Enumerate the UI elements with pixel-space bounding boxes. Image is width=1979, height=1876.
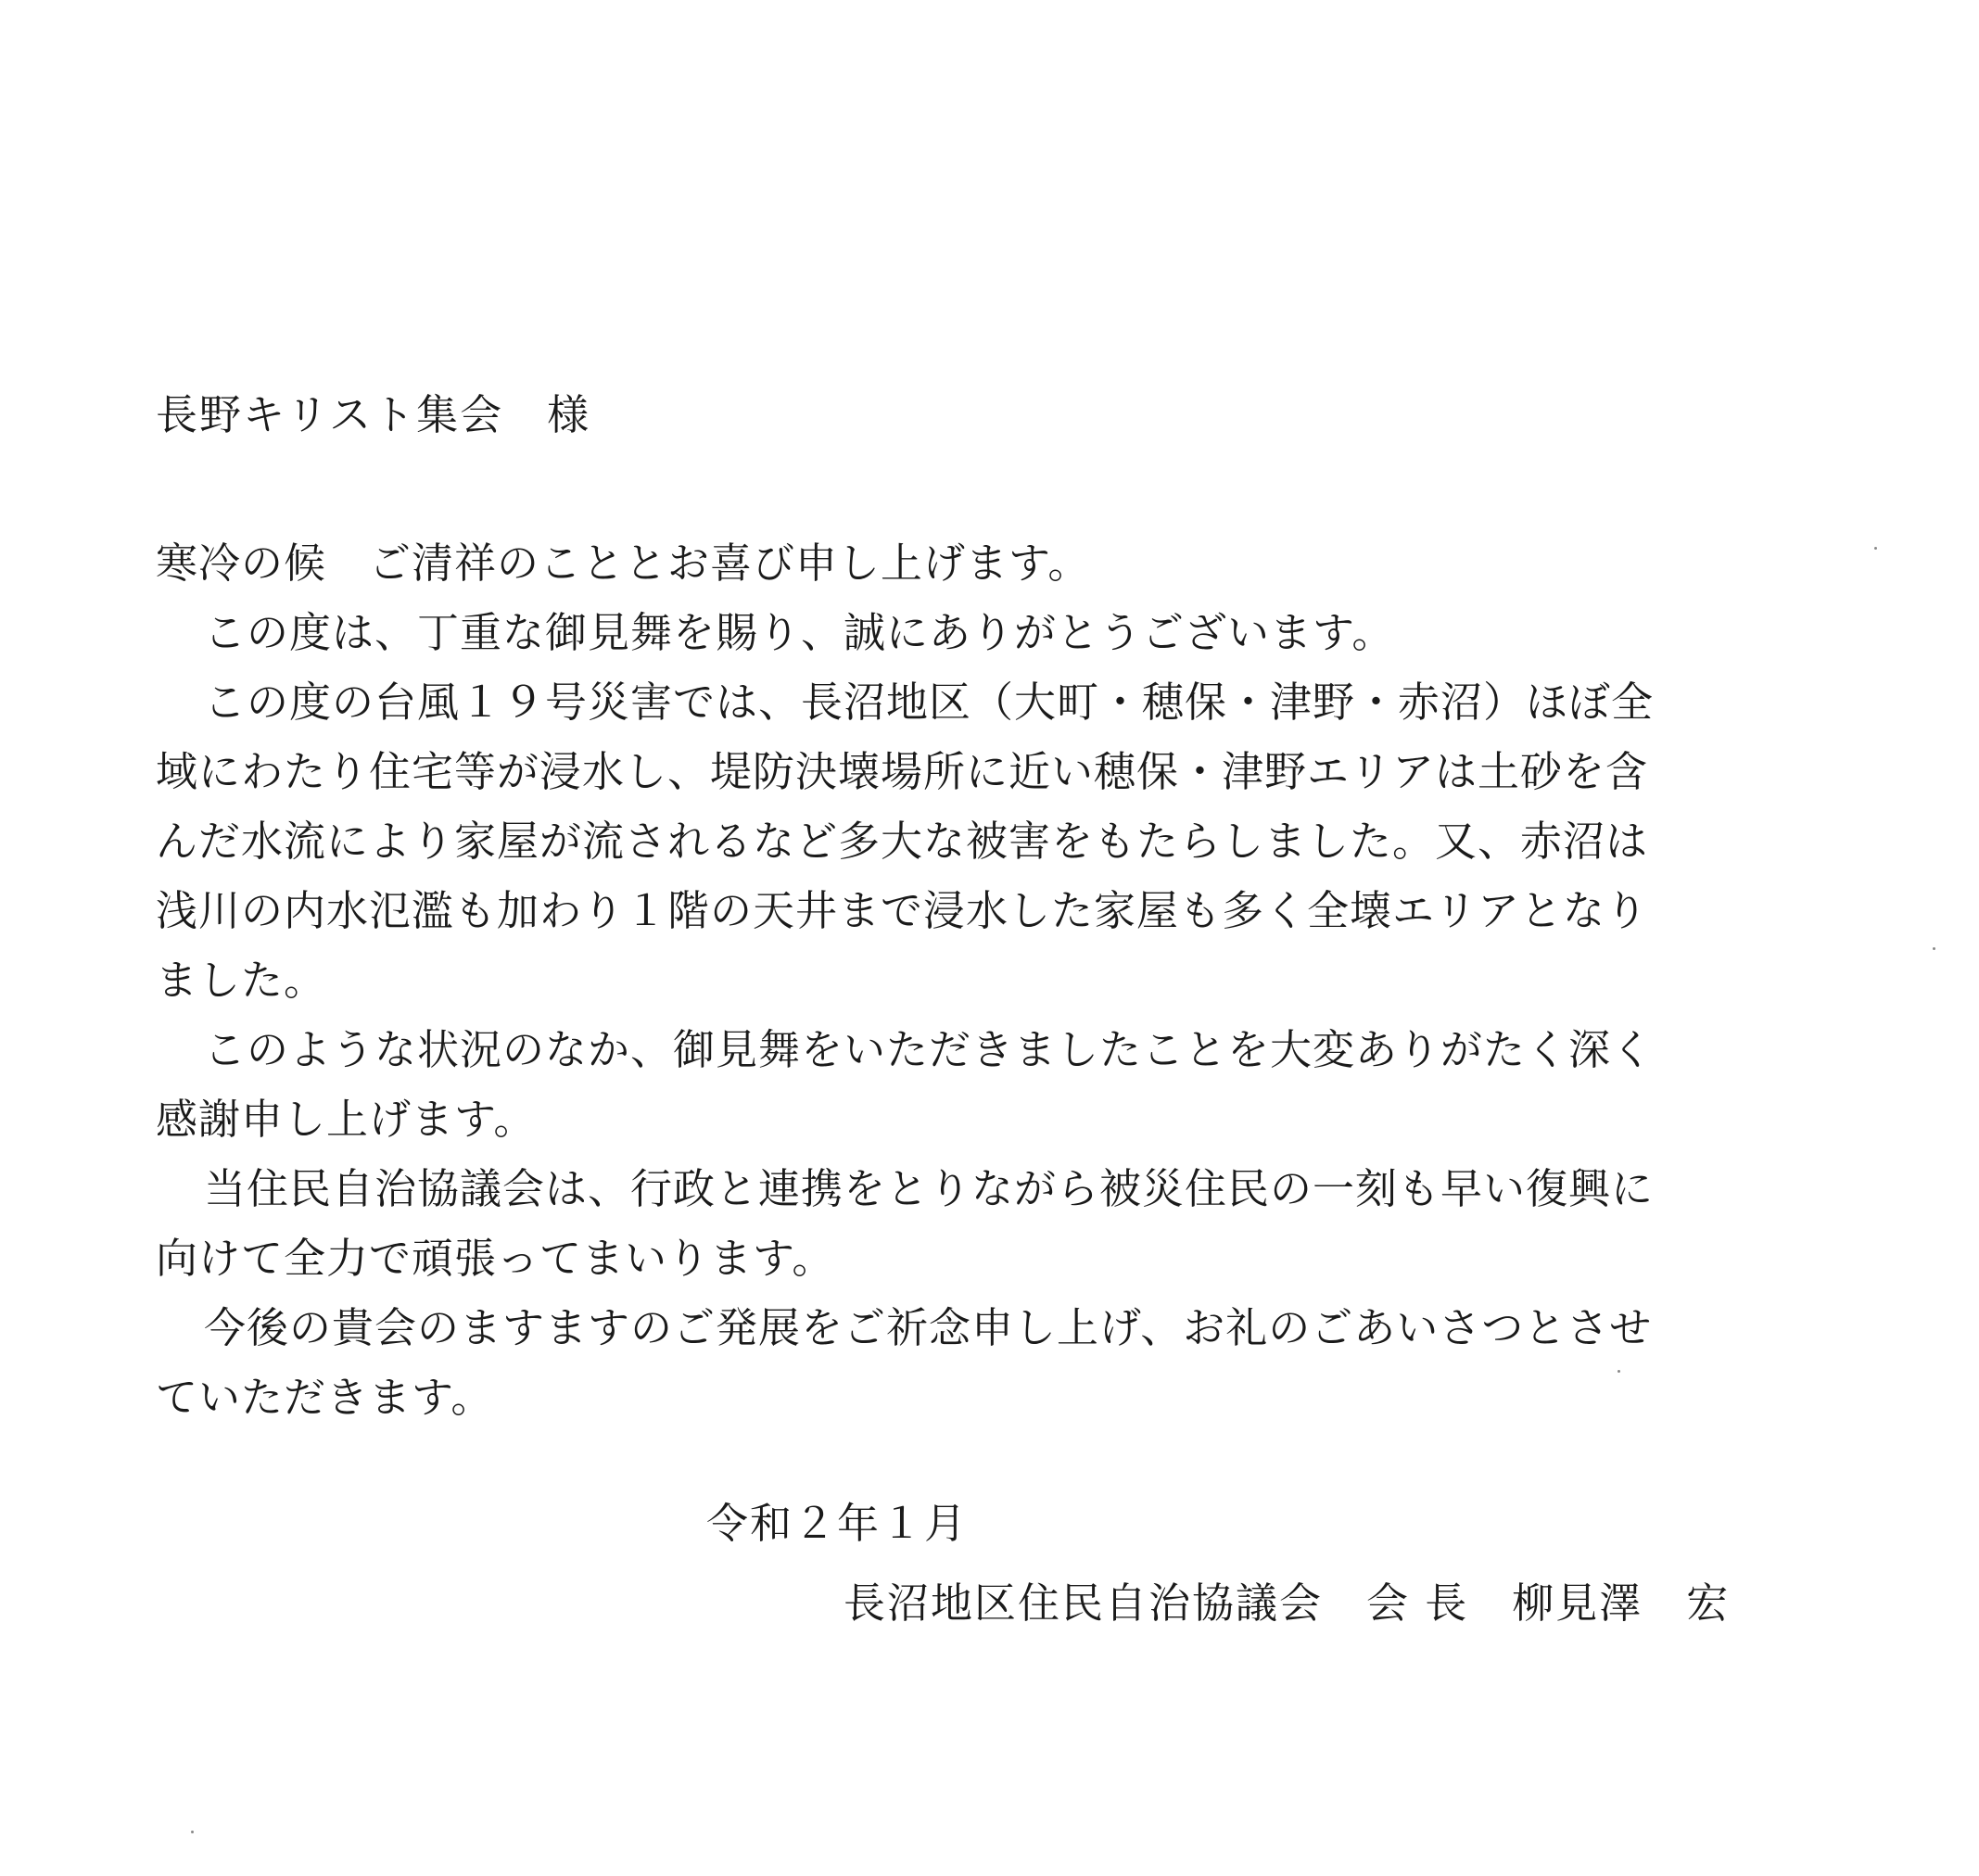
sender-signature: 長沼地区住民自治協議会 会 長 柳見澤 宏: [844, 1578, 1731, 1628]
letter-date: 令和２年１月: [706, 1499, 969, 1548]
body-line-12: 今後の貴会のますますのご発展をご祈念申し上げ、お礼のごあいさつとさせ: [204, 1303, 1653, 1352]
body-line-10: 当住民自治協議会は、行政と連携をとりながら被災住民の一刻も早い復興に: [204, 1164, 1655, 1213]
scan-speck: [191, 1831, 194, 1833]
scan-speck: [1933, 947, 1935, 950]
body-line-7: ました。: [156, 956, 327, 1005]
body-line-13: ていただきます。: [156, 1373, 494, 1422]
addressee: 長野キリスト集会 様: [156, 390, 591, 439]
scan-speck: [1874, 547, 1877, 550]
body-line-4: 域にわたり住宅等が浸水し、堤防決壊場所に近い穂保・津野エリアは土砂を含: [156, 747, 1649, 796]
body-line-3: この度の台風１９号災害では、長沼地区（大町・穂保・津野・赤沼）ほぼ全: [204, 678, 1655, 727]
body-line-5: んだ水流により家屋が流されるなど多大な被害をもたらしました。又、赤沼は: [156, 817, 1649, 866]
body-line-1: 寒冷の候 ご清祥のこととお喜び申し上げます。: [156, 539, 1091, 588]
body-line-11: 向けて全力で頑張ってまいります。: [156, 1234, 835, 1283]
body-line-8: このような状況のなか、御見舞をいただきましたことを大変ありがたく深く: [204, 1025, 1655, 1074]
letter-body: [156, 528, 1806, 1432]
body-line-6: 浅川の内水氾濫も加わり１階の天井まで浸水した家屋も多く全壊エリアとなり: [156, 886, 1649, 935]
body-line-9: 感謝申し上げます。: [156, 1095, 537, 1144]
scan-speck: [1617, 1370, 1620, 1373]
body-line-2: この度は、丁重な御見舞を賜り、誠にありがとうございます。: [204, 608, 1395, 657]
